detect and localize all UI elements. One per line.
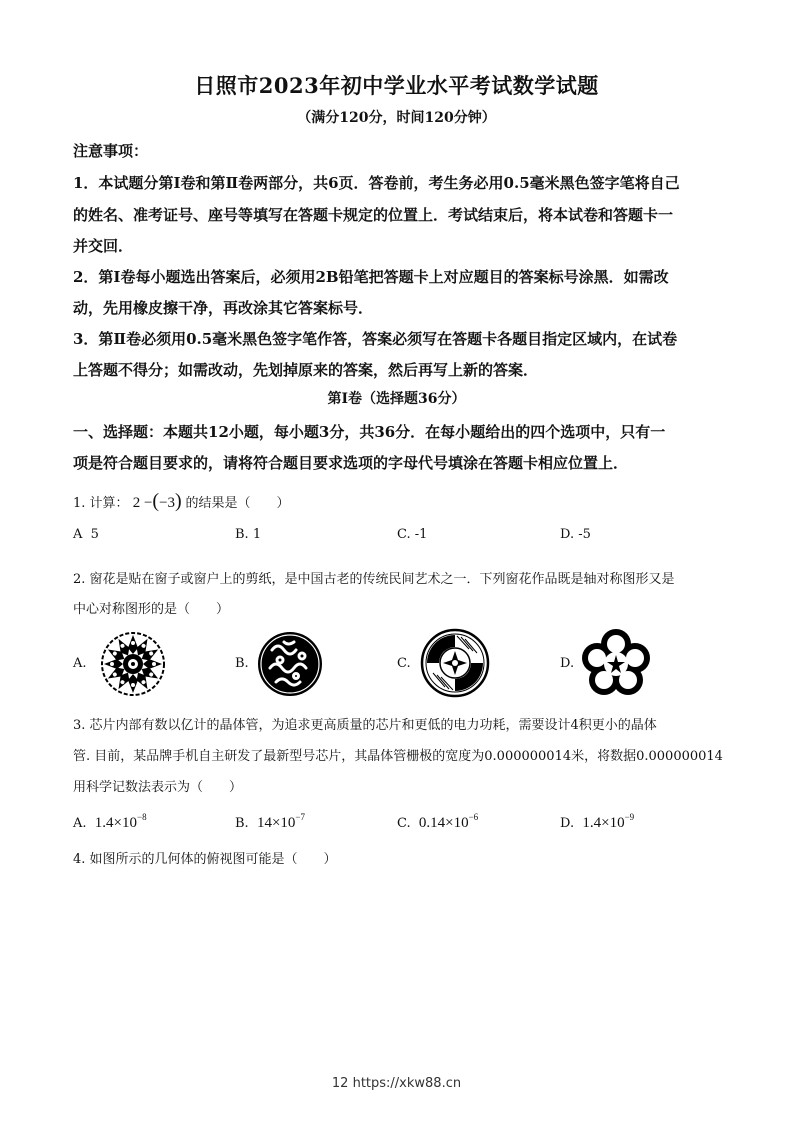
papercut-a-image: [99, 630, 167, 698]
part-one-instruction: 项是符合题目要求的，请将符合题目要求选项的字母代号填涂在答题卡相应位置上．: [73, 454, 629, 472]
q1-option-c[interactable]: C. -1: [397, 527, 428, 542]
papercut-b-image: [256, 630, 324, 698]
q2-option-c-label[interactable]: C.: [397, 656, 411, 671]
notice-heading: 注意事项：: [73, 142, 149, 160]
notice-line: 3．第Ⅱ卷必须用0.5毫米黑色签字笔作答，答案必须写在答题卡各题目指定区域内，在试卷: [73, 330, 678, 348]
q2-option-a-label[interactable]: A.: [73, 656, 87, 671]
q1-option-a[interactable]: A 5: [73, 527, 99, 542]
notice-line: 动，先用橡皮擦干净，再改涂其它答案标号．: [73, 299, 374, 317]
question-2-line: 中心对称图形的是（ ）: [73, 602, 230, 617]
q2-option-d-label[interactable]: D.: [560, 656, 575, 671]
part-one-instruction: 一、选择题：本题共12小题，每小题3分，共36分．在每小题给出的四个选项中，只有一: [73, 423, 666, 441]
question-4-line: 4. 如图所示的几何体的俯视图可能是（ ）: [73, 852, 337, 867]
notice-line: 的姓名、准考证号、座号等填写在答题卡规定的位置上．考试结束后，将本试卷和答题卡一: [73, 206, 674, 224]
notice-line: 上答题不得分；如需改动，先划掉原来的答案，然后再写上新的答案．: [73, 361, 539, 379]
question-2-line: 2. 窗花是贴在窗子或窗户上的剪纸，是中国古老的传统民间艺术之一．下列窗花作品既是轴对称图形又是: [73, 572, 675, 587]
papercut-c-image: [420, 628, 490, 698]
page-footer: 12 https://xkw88.cn: [331, 1076, 462, 1091]
q3-option-a[interactable]: A. $1.4\times 10^{-8}$: [73, 812, 147, 831]
papercut-d-image: [579, 628, 653, 700]
q1-option-b[interactable]: B. 1: [235, 527, 262, 542]
notice-line: 2．第Ⅰ卷每小题选出答案后，必须用2B铅笔把答题卡上对应题目的答案标号涂黑．如需改: [73, 268, 669, 286]
q1-option-d[interactable]: D. -5: [560, 527, 591, 542]
question-1: [73, 490, 289, 513]
q3-option-d[interactable]: D. $1.4\times 10^{-9}$: [560, 812, 635, 831]
q2-option-b-label[interactable]: B.: [235, 656, 249, 671]
question-3-line: 用科学记数法表示为（ ）: [73, 780, 243, 795]
q3-option-c[interactable]: C. $0.14\times 10^{-6}$: [397, 812, 479, 831]
page-subtitle: （满分120分，时间120分钟）: [297, 110, 496, 126]
question-1-expression: 2 −(−3): [132, 490, 182, 512]
question-1-suffix: 的结果是（ ）: [185, 496, 290, 511]
q3-option-b[interactable]: B. $14\times 10^{-7}$: [235, 812, 305, 831]
notice-line: 并交回．: [73, 237, 134, 255]
question-3-line: 管. 目前，某品牌手机自主研发了最新型号芯片，其晶体管栅极的宽度为0.000000014米，将数据0.000000014: [73, 749, 723, 764]
question-3-line: 3. 芯片内部有数以亿计的晶体管，为追求更高质量的芯片和更低的电力功耗，需要设计4积更小的晶体: [73, 718, 657, 733]
notice-line: 1．本试题分第Ⅰ卷和第Ⅱ卷两部分，共6页．答卷前，考生务必用0.5毫米黑色签字笔将自己: [73, 174, 680, 192]
question-1-prefix: 1. 计算：: [73, 496, 129, 511]
section-title: 第Ⅰ卷（选择题36分）: [327, 391, 466, 407]
page-title: 日照市2023年初中学业水平考试数学试题: [194, 73, 599, 98]
